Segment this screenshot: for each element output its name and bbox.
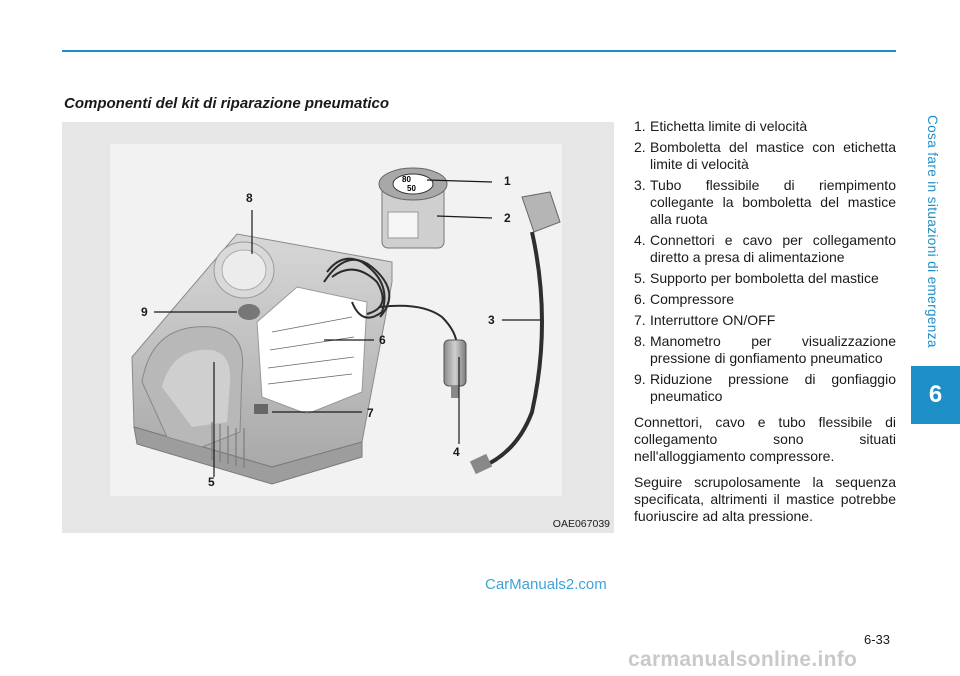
callout-6: 6 xyxy=(379,333,386,347)
list-item: 6. Compressore xyxy=(634,291,735,307)
footer-watermark: carmanualsonline.info xyxy=(628,648,858,671)
callout-7: 7 xyxy=(367,406,374,420)
callout-5: 5 xyxy=(208,475,215,489)
canister-mark-80: 80 xyxy=(402,175,411,184)
power-plug xyxy=(444,340,466,386)
list-item: 9. Riduzione pressione di gonfiaggio pneumatico xyxy=(634,371,896,404)
kit-illustration xyxy=(62,122,614,533)
list-item: 2. Bomboletta del mastice con etichetta limite di velocità xyxy=(634,139,896,172)
page-number: 6-33 xyxy=(864,632,891,647)
callout-2: 2 xyxy=(504,211,511,225)
chapter-tab[interactable]: 6 xyxy=(911,366,960,424)
tire-repair-kit-figure xyxy=(62,122,614,533)
warning-paragraph: Seguire scrupolosamente la sequenza specificata, altrimenti il mastice potrebbe fuoriuscire ad alta pressione. xyxy=(634,474,896,524)
deflate-button xyxy=(238,304,260,320)
components-text xyxy=(634,118,896,525)
list-item: 8. Manometro per visualizzazione pressione di gonfiamento pneumatico xyxy=(634,333,896,366)
callout-4: 4 xyxy=(453,445,460,459)
list-item: 7. Interruttore ON/OFF xyxy=(634,312,776,328)
list-item: 5. Supporto per bomboletta del mastice xyxy=(634,270,879,286)
site-watermark[interactable]: CarManuals2.com xyxy=(485,576,607,593)
chapter-side-title: Cosa fare in situazioni di emergenza xyxy=(925,115,940,348)
list-item: 4. Connettori e cavo per collegamento diretto a presa di alimentazione xyxy=(634,232,896,265)
components-list xyxy=(634,118,896,405)
list-item: 1. Etichetta limite di velocità xyxy=(634,118,808,134)
on-off-switch xyxy=(254,404,268,414)
storage-paragraph: Connettori, cavo e tubo flessibile di collegamento sono situati nell'alloggiamento compressore. xyxy=(634,414,896,464)
list-item: 3. Tubo flessibile di riempimento collegante la bomboletta del mastice alla ruota xyxy=(634,177,896,227)
figure-code: OAE067039 xyxy=(552,518,610,530)
callout-1: 1 xyxy=(504,174,511,188)
callout-3: 3 xyxy=(488,313,495,327)
canister-mark-50: 50 xyxy=(407,184,416,193)
callout-9: 9 xyxy=(141,305,148,319)
callout-8: 8 xyxy=(246,191,253,205)
section-title: Componenti del kit di riparazione pneumatico xyxy=(64,95,390,112)
top-rule xyxy=(62,50,896,52)
